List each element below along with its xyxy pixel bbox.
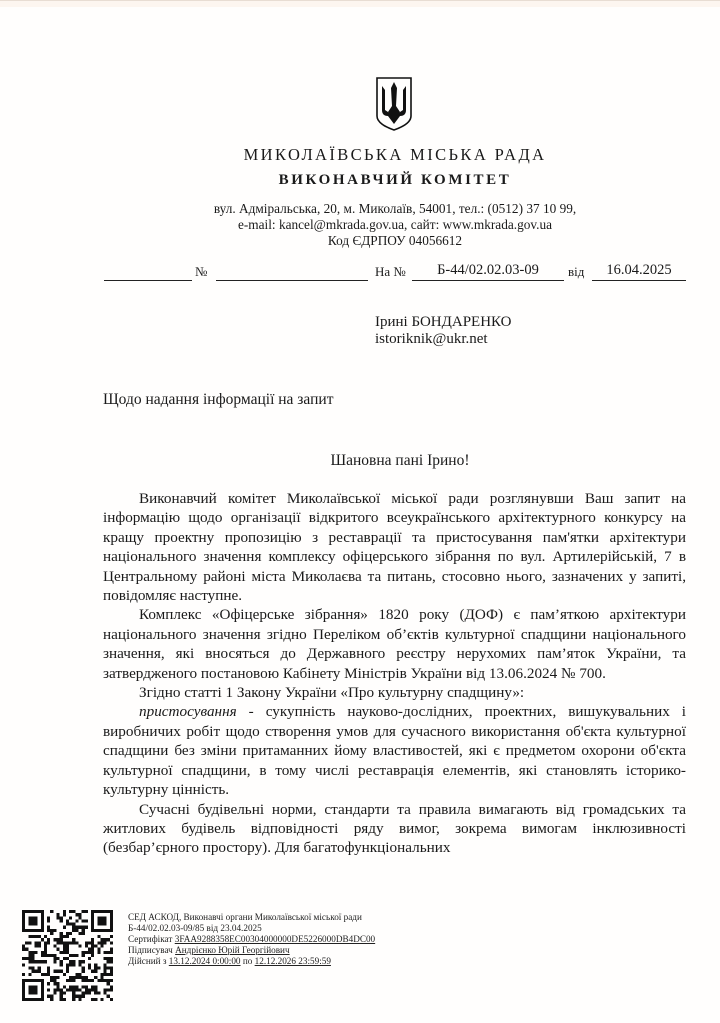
stamp-validity-line (128, 956, 375, 967)
address-line-2: e-mail: kancel@mkrada.gov.ua, сайт: www.mkrada.gov.ua (237, 217, 553, 232)
paragraph-1: Виконавчий комітет Миколаївської міської ради розглянувши Ваш запит на інформацію щодо організації відкритого всеукраїнського архітектурного конкурсу на кращу проектну пропозицію з реставрації та пристосування пам'ятки архітектури національного значення комплексу офіцерського зібрання по вул. Артилерійській, 7 в Центральному районі міста Миколаєва та питань, стосовно нього, зазначених у запиті, повідомляє наступне. (103, 490, 686, 605)
letter-body (103, 489, 686, 858)
valid-to-label: по (240, 956, 255, 966)
valid-from: 13.12.2024 0:00:00 (168, 956, 241, 966)
qr-code-icon (22, 910, 113, 1001)
signer-value: Андрієнко Юрій Георгійович (175, 945, 290, 955)
ukraine-trident-icon (374, 76, 414, 132)
recipient-email: istoriknik@ukr.net (375, 331, 488, 347)
from-label: від (568, 264, 585, 279)
stamp-certificate-line (128, 934, 375, 945)
salutation: Шановна пані Ірино! (330, 452, 470, 469)
in-reply-number: Б-44/02.02.03-09 (412, 262, 564, 281)
electronic-signature-stamp (128, 912, 375, 967)
paragraph-4 (103, 702, 686, 799)
paragraph-2: Комплекс «Офіцерське зібрання» 1820 року (ДОФ) є пам’яткою архітектури національного значення згідно Переліком об’єктів культурної спадщини національного значення, які вносяться до Державного реєстру нерухомих пам’яток України, та затвердженого постановою Кабінету Міністрів України від 13.06.2024 № 700. (103, 606, 686, 682)
committee-name: ВИКОНАВЧИЙ КОМІТЕТ (278, 172, 512, 188)
number-label: № (195, 264, 208, 279)
recipient-block (375, 314, 512, 348)
term-definition: - сукупність науково-дослідних, проектних, вишукувальних і виробничих робіт щодо створення умов для сучасного використання об'єкта культурної спадщини без зміни притаманних йому властивостей, які є предметом охорони об'єкта культурної спадщини, в тому числі реставрація елементів, які становлять історико-культурну цінність. (103, 703, 686, 799)
term-adaptation: пристосування (139, 703, 237, 721)
valid-label: Дійсний з (128, 956, 169, 966)
signer-label: Підписувач (128, 945, 176, 955)
subject-line: Щодо надання інформації на запит (103, 391, 334, 408)
address-line-3: Код ЄДРПОУ 04056612 (327, 233, 463, 248)
recipient-name: Ірині БОНДАРЕНКО (375, 314, 512, 330)
paragraph-3: Згідно статті 1 Закону України «Про культурну спадщину»: (139, 684, 525, 702)
certificate-value: 3FAA9288358EC00304000000DE5226000DB4DC00 (174, 934, 376, 944)
paragraph-5: Сучасні будівельні норми, стандарти та правила вимагають від громадських та житлових будівель відповідності ряду вимог, зокрема вимогам інклюзивності (безбар’єрного простору). Для багатофункціональних (103, 800, 686, 857)
address-line-1: вул. Адміральська, 20, м. Миколаїв, 54001, тел.: (0512) 37 10 99, (213, 201, 577, 216)
stamp-system-line: СЕД АСКОД, Виконавчі органи Миколаївської міської ради (128, 912, 362, 922)
stamp-registration-line: Б-44/02.02.03-09/85 від 23.04.2025 (128, 923, 262, 933)
stamp-signer-line (128, 945, 375, 956)
viewer-top-bar (0, 0, 720, 7)
valid-to: 12.12.2026 23:59:59 (254, 956, 331, 966)
in-reply-date: 16.04.2025 (592, 262, 686, 281)
in-reply-label: На № (375, 264, 406, 279)
certificate-label: Сертифікат (128, 934, 175, 944)
organization-name: МИКОЛАЇВСЬКА МІСЬКА РАДА (243, 145, 547, 164)
outgoing-date-field (104, 262, 192, 281)
outgoing-number-field (216, 262, 368, 281)
